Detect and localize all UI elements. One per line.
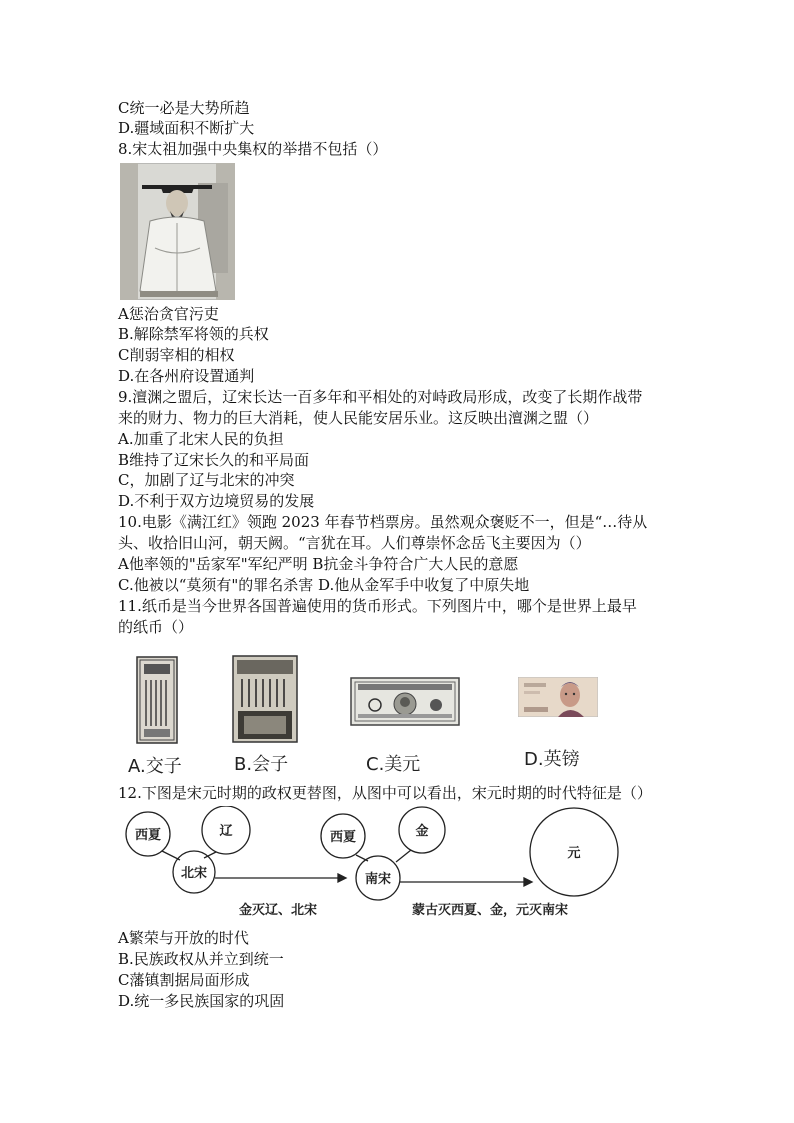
diagram-label-liao: 辽 xyxy=(219,824,233,839)
q12-option-a: A繁荣与开放的时代 xyxy=(118,929,249,947)
currency-caption-c: C.美元 xyxy=(366,754,421,775)
q10-options-cd: C.他被以“莫须有"的罪名杀害 D.他从金军手中收复了中原失地 xyxy=(118,576,530,594)
q12-option-d: D.统一多民族国家的巩固 xyxy=(118,992,285,1010)
q9-option-c: C，加剧了辽与北宋的冲突 xyxy=(118,471,295,489)
us-dollar-note-image xyxy=(350,677,460,726)
q9-stem-line2: 来的财力、物力的巨大消耗，使人民能安居乐业。这反映出澶渊之盟（） xyxy=(118,409,599,427)
diagram-arrow-label-2: 蒙古灭西夏、金，元灭南宋 xyxy=(411,903,569,918)
currency-caption-d: D.英镑 xyxy=(524,749,580,770)
q8-stem: 8.宋太祖加强中央集权的举措不包括（） xyxy=(118,140,388,158)
q11-stem-line1: 11.纸币是当今世界各国普遍使用的货币形式。下列图片中，哪个是世界上最早 xyxy=(118,597,637,615)
q7-option-c: C统一必是大势所趋 xyxy=(118,99,250,117)
currency-caption-b: B.会子 xyxy=(234,754,289,775)
q11-stem-line2: 的纸币（） xyxy=(118,618,194,636)
q10-options-ab: A他率领的"岳家军"军纪严明 B抗金斗争符合广大人民的意愿 xyxy=(118,555,519,573)
pound-sterling-note-image xyxy=(518,677,598,717)
song-taizu-portrait-image xyxy=(120,163,235,300)
q8-option-d: D.在各州府设置通判 xyxy=(118,367,255,385)
diagram-arrow-label-1: 金灭辽、北宋 xyxy=(238,903,318,918)
diagram-label-jin: 金 xyxy=(415,824,429,839)
q8-option-c: C削弱宰相的相权 xyxy=(118,346,235,364)
q10-stem-line2: 头、收拾旧山河，朝天阙。“言犹在耳。人们尊崇怀念岳飞主要因为（） xyxy=(118,534,591,552)
regime-change-diagram xyxy=(118,806,638,926)
q12-option-c: C藩镇割据局面形成 xyxy=(118,971,250,989)
diagram-label-yuan: 元 xyxy=(567,846,581,861)
q9-stem-line1: 9.澶渊之盟后，辽宋长达一百多年和平相处的对峙政局形成，改变了长期作战带 xyxy=(118,388,643,406)
huizi-note-image xyxy=(232,655,298,743)
q8-option-a: A惩治贪官污吏 xyxy=(118,305,219,323)
q7-option-d: D.疆域面积不断扩大 xyxy=(118,119,255,137)
diagram-label-xixia-2: 西夏 xyxy=(329,830,357,845)
q12-option-b: B.民族政权从并立到统一 xyxy=(118,950,284,968)
q9-option-a: A.加重了北宋人民的负担 xyxy=(118,430,284,448)
q12-stem: 12.下图是宋元时期的政权更替图，从图中可以看出，宋元时期的时代特征是（） xyxy=(118,784,652,802)
jiaozi-note-image xyxy=(136,656,178,744)
q8-option-b: B.解除禁军将领的兵权 xyxy=(118,325,269,343)
q9-option-b: B维持了辽宋长久的和平局面 xyxy=(118,451,310,469)
q10-stem-line1: 10.电影《满江红》领跑 2023 年春节档票房。虽然观众褒贬不一，但是“…待从 xyxy=(118,513,648,531)
currency-caption-a: A.交子 xyxy=(128,756,182,777)
diagram-label-beisong: 北宋 xyxy=(180,866,208,881)
diagram-label-nansong: 南宋 xyxy=(364,872,392,887)
diagram-label-xixia-1: 西夏 xyxy=(134,828,162,843)
q9-option-d: D.不利于双方边境贸易的发展 xyxy=(118,492,315,510)
